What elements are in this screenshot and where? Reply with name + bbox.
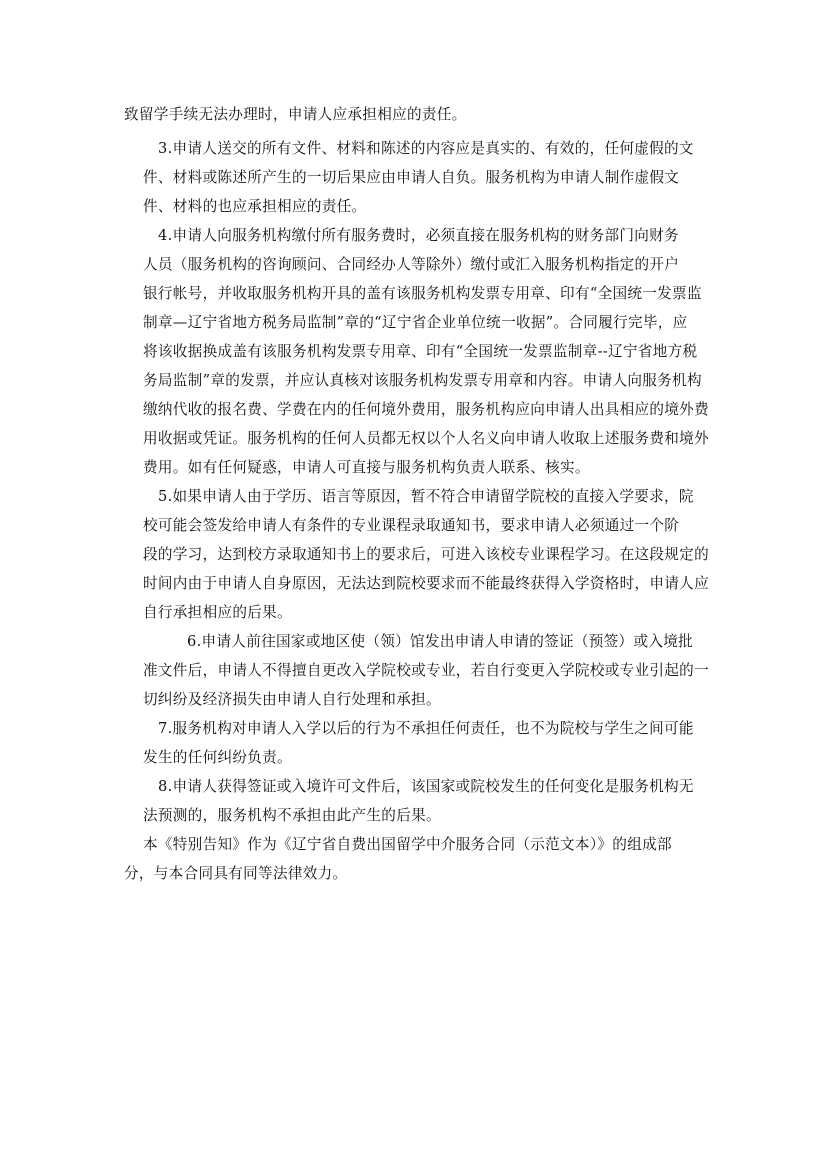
text-line: 致留学手续无法办理时，申请人应承担相应的责任。 (124, 106, 467, 123)
text-line: 5.如果申请人由于学历、语言等原因，暂不符合申请留学院校的直接入学要求，院 (158, 488, 694, 505)
text-line: 本《特别告知》作为《辽宁省自费出国留学中介服务合同（示范文本）》的组成部 (143, 836, 672, 853)
text-line: 自行承担相应的后果。 (143, 604, 292, 621)
text-line: 8.申请人获得签证或入境许可文件后，该国家或院校发生的任何变化是服务机构无 (158, 778, 694, 795)
text-line: 7.服务机构对申请人入学以后的行为不承担任何责任，也不为院校与学生之间可能 (158, 720, 694, 737)
text-line: 3.申请人送交的所有文件、材料和陈述的内容应是真实的、有效的，任何虚假的文 (158, 140, 694, 157)
text-line: 段的学习，达到校方录取通知书上的要求后，可进入该校专业课程学习。在这段规定的 (143, 546, 709, 563)
text-line: 务局监制”章的发票，并应认真核对该服务机构发票专用章和内容。申请人向服务机构 (143, 372, 702, 389)
text-line: 费用。如有任何疑惑，申请人可直接与服务机构负责人联系、核实。 (143, 459, 590, 476)
text-line: 人员（服务机构的咨询顾问、合同经办人等除外）缴付或汇入服务机构指定的开户 (143, 256, 680, 273)
text-line: 切纠纷及经济损失由申请人自行处理和承担。 (143, 691, 441, 708)
text-line: 时间内由于申请人自身原因，无法达到院校要求而不能最终获得入学资格时，申请人应 (143, 575, 709, 592)
text-line: 发生的任何纠纷负责。 (143, 749, 292, 766)
text-line: 缴纳代收的报名费、学费在内的任何境外费用，服务机构应向申请人出具相应的境外费 (143, 401, 709, 418)
text-line: 4.申请人向服务机构缴付所有服务费时，必须直接在服务机构的财务部门向财务 (158, 227, 679, 244)
text-line: 用收据或凭证。服务机构的任何人员都无权以个人名义向申请人收取上述服务费和境外 (143, 430, 709, 447)
text-line: 准文件后，申请人不得擅自更改入学院校或专业，若自行变更入学院校或专业引起的一 (143, 662, 709, 679)
text-line: 法预测的，服务机构不承担由此产生的后果。 (143, 807, 441, 824)
text-line: 6.申请人前往国家或地区使（领）馆发出申请人申请的签证（预签）或入境批 (187, 633, 694, 650)
text-line: 件、材料或陈述所产生的一切后果应由申请人自负。服务机构为申请人制作虚假文 (143, 169, 680, 186)
text-line: 分，与本合同具有同等法律效力。 (124, 865, 348, 882)
text-line: 银行帐号，并收取服务机构开具的盖有该服务机构发票专用章、印有“全国统一发票监 (143, 285, 702, 302)
text-line: 件、材料的也应承担相应的责任。 (143, 198, 367, 215)
text-line: 制章—辽宁省地方税务局监制”章的“辽宁省企业单位统一收据”。合同履行完毕，应 (143, 314, 688, 331)
text-line: 将该收据换成盖有该服务机构发票专用章、印有“全国统一发票监制章--辽宁省地方税 (143, 343, 698, 360)
text-line: 校可能会签发给申请人有条件的专业课程录取通知书，要求申请人必须通过一个阶 (143, 517, 680, 534)
